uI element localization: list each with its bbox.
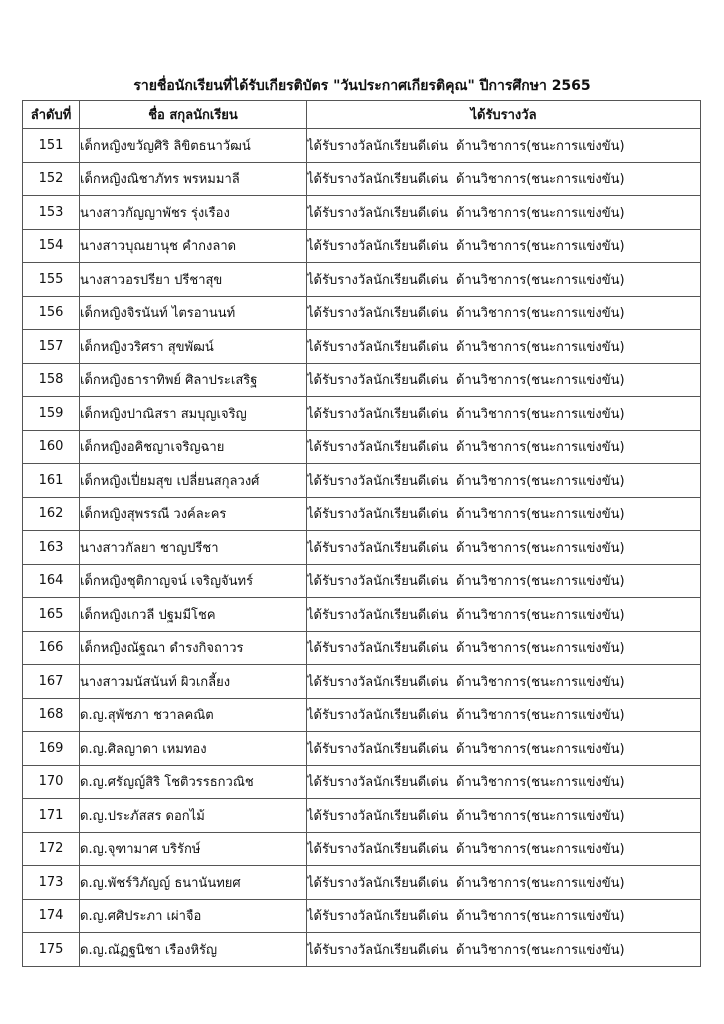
- table-body: [23, 129, 701, 967]
- award-cell: [307, 430, 701, 464]
- student-name: นางสาวอรปรียา ปรีชาสุข: [80, 263, 307, 297]
- award-title: ได้รับรางวัลนักเรียนดีเด่น: [307, 942, 449, 958]
- award-category: ด้านวิชาการ(ชนะการแข่งขัน): [456, 909, 625, 925]
- table-row: [23, 296, 701, 330]
- row-number: 170: [23, 765, 80, 799]
- student-name: นางสาวบุณยานุช คำกงลาด: [80, 229, 307, 263]
- award-category: ด้านวิชาการ(ชนะการแข่งขัน): [456, 373, 625, 389]
- page-title: รายชื่อนักเรียนที่ได้รับเกียรติบัตร "วันประกาศเกียรติคุณ" ปีการศึกษา 2565: [133, 78, 591, 94]
- student-name: เด็กหญิงปาณิสรา สมบุญเจริญ: [80, 397, 307, 431]
- row-number: 169: [23, 732, 80, 766]
- table-row: [23, 598, 701, 632]
- student-name: เด็กหญิงเปี่ยมสุข เปลี่ยนสกุลวงศ์: [80, 464, 307, 498]
- award-title: ได้รับรางวัลนักเรียนดีเด่น: [307, 607, 449, 623]
- award-category: ด้านวิชาการ(ชนะการแข่งขัน): [456, 875, 625, 891]
- award-category: ด้านวิชาการ(ชนะการแข่งขัน): [456, 507, 625, 523]
- award-table: [22, 100, 701, 967]
- award-category: ด้านวิชาการ(ชนะการแข่งขัน): [456, 808, 625, 824]
- award-cell: [307, 765, 701, 799]
- award-cell: [307, 531, 701, 565]
- award-title: ได้รับรางวัลนักเรียนดีเด่น: [307, 708, 449, 724]
- row-number: 155: [23, 263, 80, 297]
- table-row: [23, 196, 701, 230]
- table-row: [23, 464, 701, 498]
- row-number: 158: [23, 363, 80, 397]
- award-cell: [307, 732, 701, 766]
- award-title: ได้รับรางวัลนักเรียนดีเด่น: [307, 574, 449, 590]
- award-title: ได้รับรางวัลนักเรียนดีเด่น: [307, 239, 449, 255]
- award-category: ด้านวิชาการ(ชนะการแข่งขัน): [456, 205, 625, 221]
- table-row: [23, 531, 701, 565]
- award-title: ได้รับรางวัลนักเรียนดีเด่น: [307, 507, 449, 523]
- student-name: เด็กหญิงสุพรรณี วงค์ละคร: [80, 497, 307, 531]
- table-row: [23, 732, 701, 766]
- table-header-row: [23, 101, 701, 129]
- award-title: ได้รับรางวัลนักเรียนดีเด่น: [307, 842, 449, 858]
- table-row: [23, 564, 701, 598]
- table-row: [23, 363, 701, 397]
- student-name: นางสาวกัญญาพัชร รุ่งเรือง: [80, 196, 307, 230]
- award-category: ด้านวิชาการ(ชนะการแข่งขัน): [456, 842, 625, 858]
- row-number: 162: [23, 497, 80, 531]
- student-name: ด.ญ.ศิลญาดา เหมทอง: [80, 732, 307, 766]
- award-title: ได้รับรางวัลนักเรียนดีเด่น: [307, 272, 449, 288]
- award-category: ด้านวิชาการ(ชนะการแข่งขัน): [456, 741, 625, 757]
- student-name: เด็กหญิงชุติกาญจน์ เจริญจันทร์: [80, 564, 307, 598]
- row-number: 165: [23, 598, 80, 632]
- student-name: เด็กหญิงณัฐณา ดำรงกิจถาวร: [80, 631, 307, 665]
- student-name: นางสาวมนัสนันท์ ผิวเกลี้ยง: [80, 665, 307, 699]
- row-number: 161: [23, 464, 80, 498]
- award-title: ได้รับรางวัลนักเรียนดีเด่น: [307, 440, 449, 456]
- row-number: 166: [23, 631, 80, 665]
- award-title: ได้รับรางวัลนักเรียนดีเด่น: [307, 641, 449, 657]
- row-number: 172: [23, 832, 80, 866]
- award-category: ด้านวิชาการ(ชนะการแข่งขัน): [456, 306, 625, 322]
- award-cell: [307, 162, 701, 196]
- header-no: ลำดับที่: [23, 101, 80, 129]
- row-number: 152: [23, 162, 80, 196]
- row-number: 151: [23, 129, 80, 163]
- student-name: เด็กหญิงณิชาภัทร พรหมมาลี: [80, 162, 307, 196]
- award-cell: [307, 397, 701, 431]
- award-title: ได้รับรางวัลนักเรียนดีเด่น: [307, 775, 449, 791]
- row-number: 175: [23, 933, 80, 967]
- student-name: เด็กหญิงเกวลี ปฐมมีโชค: [80, 598, 307, 632]
- row-number: 157: [23, 330, 80, 364]
- award-category: ด้านวิชาการ(ชนะการแข่งขัน): [456, 540, 625, 556]
- award-title: ได้รับรางวัลนักเรียนดีเด่น: [307, 138, 449, 154]
- table-row: [23, 899, 701, 933]
- row-number: 173: [23, 866, 80, 900]
- award-cell: [307, 363, 701, 397]
- award-category: ด้านวิชาการ(ชนะการแข่งขัน): [456, 708, 625, 724]
- table-row: [23, 263, 701, 297]
- award-category: ด้านวิชาการ(ชนะการแข่งขัน): [456, 239, 625, 255]
- award-category: ด้านวิชาการ(ชนะการแข่งขัน): [456, 272, 625, 288]
- award-cell: [307, 129, 701, 163]
- student-name: เด็กหญิงธาราทิพย์ ศิลาประเสริฐ: [80, 363, 307, 397]
- table-row: [23, 497, 701, 531]
- table-row: [23, 129, 701, 163]
- award-title: ได้รับรางวัลนักเรียนดีเด่น: [307, 674, 449, 690]
- student-name: ด.ญ.จุฑามาศ บริรักษ์: [80, 832, 307, 866]
- header-name: ชื่อ สกุลนักเรียน: [80, 101, 307, 129]
- student-name: นางสาวกัลยา ชาญปรีชา: [80, 531, 307, 565]
- student-name: เด็กหญิงขวัญศิริ ลิขิตธนาวัฒน์: [80, 129, 307, 163]
- award-category: ด้านวิชาการ(ชนะการแข่งขัน): [456, 641, 625, 657]
- row-number: 153: [23, 196, 80, 230]
- award-category: ด้านวิชาการ(ชนะการแข่งขัน): [456, 339, 625, 355]
- row-number: 163: [23, 531, 80, 565]
- award-cell: [307, 832, 701, 866]
- award-cell: [307, 899, 701, 933]
- award-title: ได้รับรางวัลนักเรียนดีเด่น: [307, 909, 449, 925]
- award-title: ได้รับรางวัลนักเรียนดีเด่น: [307, 808, 449, 824]
- award-cell: [307, 698, 701, 732]
- award-cell: [307, 665, 701, 699]
- award-category: ด้านวิชาการ(ชนะการแข่งขัน): [456, 172, 625, 188]
- award-cell: [307, 464, 701, 498]
- award-title: ได้รับรางวัลนักเรียนดีเด่น: [307, 540, 449, 556]
- award-category: ด้านวิชาการ(ชนะการแข่งขัน): [456, 674, 625, 690]
- table-row: [23, 832, 701, 866]
- table-row: [23, 933, 701, 967]
- row-number: 174: [23, 899, 80, 933]
- row-number: 164: [23, 564, 80, 598]
- table-row: [23, 665, 701, 699]
- award-title: ได้รับรางวัลนักเรียนดีเด่น: [307, 306, 449, 322]
- award-cell: [307, 263, 701, 297]
- award-cell: [307, 933, 701, 967]
- award-cell: [307, 866, 701, 900]
- award-category: ด้านวิชาการ(ชนะการแข่งขัน): [456, 607, 625, 623]
- row-number: 168: [23, 698, 80, 732]
- award-cell: [307, 799, 701, 833]
- student-name: ด.ญ.ศรัญญ์สิริ โชติวรรธกวณิช: [80, 765, 307, 799]
- student-name: ด.ญ.ประภัสสร ดอกไม้: [80, 799, 307, 833]
- table-row: [23, 162, 701, 196]
- table-row: [23, 330, 701, 364]
- student-name: เด็กหญิงจิรนันท์ ไตรอานนท์: [80, 296, 307, 330]
- table-row: [23, 631, 701, 665]
- award-cell: [307, 296, 701, 330]
- table-row: [23, 765, 701, 799]
- award-category: ด้านวิชาการ(ชนะการแข่งขัน): [456, 138, 625, 154]
- award-title: ได้รับรางวัลนักเรียนดีเด่น: [307, 406, 449, 422]
- row-number: 160: [23, 430, 80, 464]
- table-row: [23, 799, 701, 833]
- award-cell: [307, 631, 701, 665]
- student-name: ด.ญ.ณัฏฐนิชา เรืองหิรัญ: [80, 933, 307, 967]
- award-title: ได้รับรางวัลนักเรียนดีเด่น: [307, 205, 449, 221]
- award-title: ได้รับรางวัลนักเรียนดีเด่น: [307, 339, 449, 355]
- award-cell: [307, 196, 701, 230]
- award-category: ด้านวิชาการ(ชนะการแข่งขัน): [456, 406, 625, 422]
- award-category: ด้านวิชาการ(ชนะการแข่งขัน): [456, 942, 625, 958]
- header-award: ได้รับรางวัล: [307, 101, 701, 129]
- row-number: 156: [23, 296, 80, 330]
- award-category: ด้านวิชาการ(ชนะการแข่งขัน): [456, 574, 625, 590]
- table-row: [23, 397, 701, 431]
- student-name: ด.ญ.สุพัชภา ชวาลคณิต: [80, 698, 307, 732]
- student-name: ด.ญ.ศศิประภา เผ่าจือ: [80, 899, 307, 933]
- award-cell: [307, 564, 701, 598]
- award-category: ด้านวิชาการ(ชนะการแข่งขัน): [456, 775, 625, 791]
- table-row: [23, 698, 701, 732]
- award-title: ได้รับรางวัลนักเรียนดีเด่น: [307, 473, 449, 489]
- table-row: [23, 229, 701, 263]
- award-title: ได้รับรางวัลนักเรียนดีเด่น: [307, 875, 449, 891]
- award-title: ได้รับรางวัลนักเรียนดีเด่น: [307, 172, 449, 188]
- student-name: ด.ญ.พัชร์วิภัญญ์ ธนานันทยศ: [80, 866, 307, 900]
- award-cell: [307, 598, 701, 632]
- table-row: [23, 866, 701, 900]
- row-number: 171: [23, 799, 80, 833]
- award-title: ได้รับรางวัลนักเรียนดีเด่น: [307, 741, 449, 757]
- award-category: ด้านวิชาการ(ชนะการแข่งขัน): [456, 473, 625, 489]
- student-name: เด็กหญิงวริศรา สุขพัฒน์: [80, 330, 307, 364]
- student-name: เด็กหญิงอคิชญาเจริญฉาย: [80, 430, 307, 464]
- row-number: 154: [23, 229, 80, 263]
- row-number: 167: [23, 665, 80, 699]
- award-cell: [307, 330, 701, 364]
- table-row: [23, 430, 701, 464]
- award-title: ได้รับรางวัลนักเรียนดีเด่น: [307, 373, 449, 389]
- award-cell: [307, 229, 701, 263]
- award-category: ด้านวิชาการ(ชนะการแข่งขัน): [456, 440, 625, 456]
- row-number: 159: [23, 397, 80, 431]
- award-cell: [307, 497, 701, 531]
